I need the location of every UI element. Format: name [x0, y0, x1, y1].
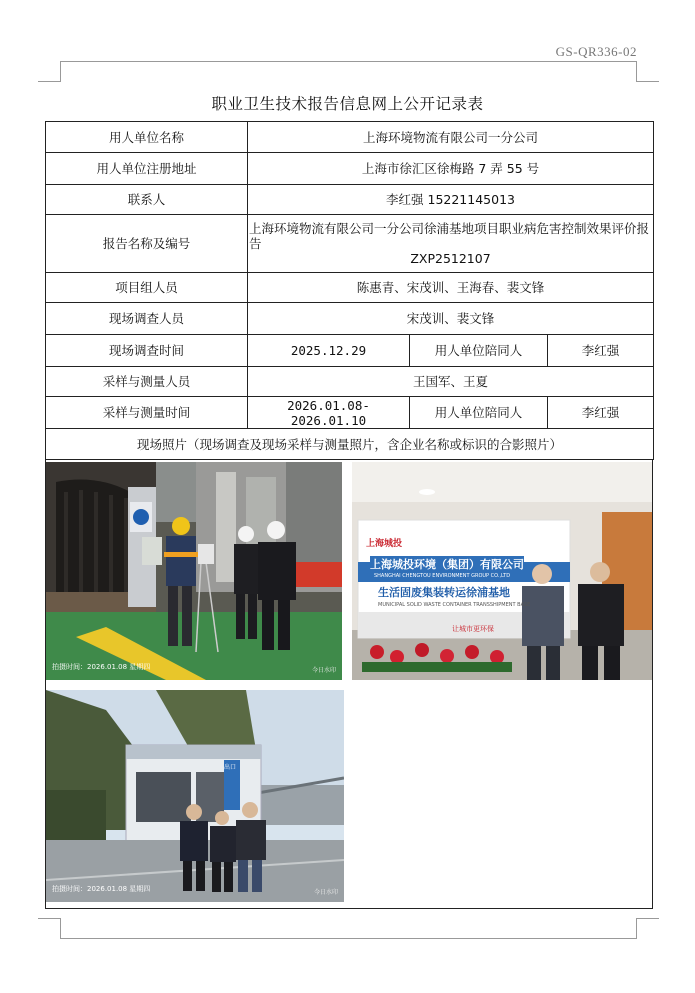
page-title: 职业卫生技术报告信息网上公开记录表	[211, 95, 484, 113]
value-survey-time: 2025.12.29	[248, 335, 410, 367]
photo-sampling-indoor-image	[46, 462, 342, 680]
footer-rule	[60, 938, 636, 939]
report-name: 上海环境物流有限公司一分公司徐浦基地项目职业病危害控制效果评价报告	[249, 221, 650, 251]
corner-mark-top-right	[636, 61, 659, 82]
photo-group-outdoor	[46, 690, 344, 902]
value-report	[248, 215, 654, 273]
label-sampling-staff: 采样与测量人员	[46, 367, 248, 397]
value-employer-address: 上海市徐汇区徐梅路 7 弄 55 号	[248, 153, 654, 185]
banner-logo: 上海城投	[366, 539, 403, 549]
header-rule	[60, 61, 636, 62]
report-number: ZXP2512107	[410, 251, 491, 266]
banner-english: SHANGHAI CHENGTOU ENVIRONMENT GROUP CO.,LTD	[374, 573, 511, 579]
corner-mark-top-left	[38, 61, 61, 82]
photo-group-outdoor-image	[46, 690, 344, 902]
value-survey-staff: 宋茂训、裴文锋	[248, 303, 654, 335]
banner-title: 上海城投环境（集团）有限公司	[370, 558, 524, 571]
value-survey-escort: 李红强	[548, 335, 654, 367]
photo-1-watermark: 今日水印	[311, 667, 336, 674]
photo-3-watermark: 今日水印	[313, 889, 338, 896]
label-report: 报告名称及编号	[46, 215, 248, 273]
info-table	[45, 121, 654, 460]
banner-slogan: 让城市更环保	[452, 625, 494, 633]
booth-sign: 出口	[224, 764, 237, 771]
banner-subtitle: 生活固废集装转运徐浦基地	[378, 586, 510, 599]
value-contact: 李红强 15221145013	[248, 185, 654, 215]
value-sampling-staff: 王国军、王夏	[248, 367, 654, 397]
photos-header: 现场照片（现场调查及现场采样与测量照片，含企业名称或标识的合影照片）	[46, 429, 654, 460]
value-sampling-escort: 李红强	[548, 397, 654, 429]
photo-group-banner	[352, 462, 652, 680]
label-survey-escort: 用人单位陪同人	[410, 335, 548, 367]
photo-3-timestamp: 拍摄时间：2026.01.08 星期四	[52, 885, 151, 893]
photo-1-timestamp: 拍摄时间：2026.01.08 星期四	[52, 663, 151, 671]
value-project-team: 陈惠青、宋茂训、王海春、裴文锋	[248, 273, 654, 303]
label-survey-time: 现场调查时间	[46, 335, 248, 367]
label-project-team: 项目组人员	[46, 273, 248, 303]
banner-english-sub: MUNICIPAL SOLID WASTE CONTAINER TRANSSHIPMENT BASE	[378, 602, 531, 608]
value-sampling-time: 2026.01.08-2026.01.10	[248, 397, 410, 429]
label-sampling-time: 采样与测量时间	[46, 397, 248, 429]
corner-mark-bottom-left	[38, 918, 61, 939]
label-employer-address: 用人单位注册地址	[46, 153, 248, 185]
corner-mark-bottom-right	[636, 918, 659, 939]
label-sampling-escort: 用人单位陪同人	[410, 397, 548, 429]
photo-sampling-indoor	[46, 462, 342, 680]
document-code: GS-QR336-02	[555, 44, 637, 59]
label-employer-name: 用人单位名称	[46, 122, 248, 153]
label-contact: 联系人	[46, 185, 248, 215]
value-employer-name: 上海环境物流有限公司一分公司	[248, 122, 654, 153]
label-survey-staff: 现场调查人员	[46, 303, 248, 335]
